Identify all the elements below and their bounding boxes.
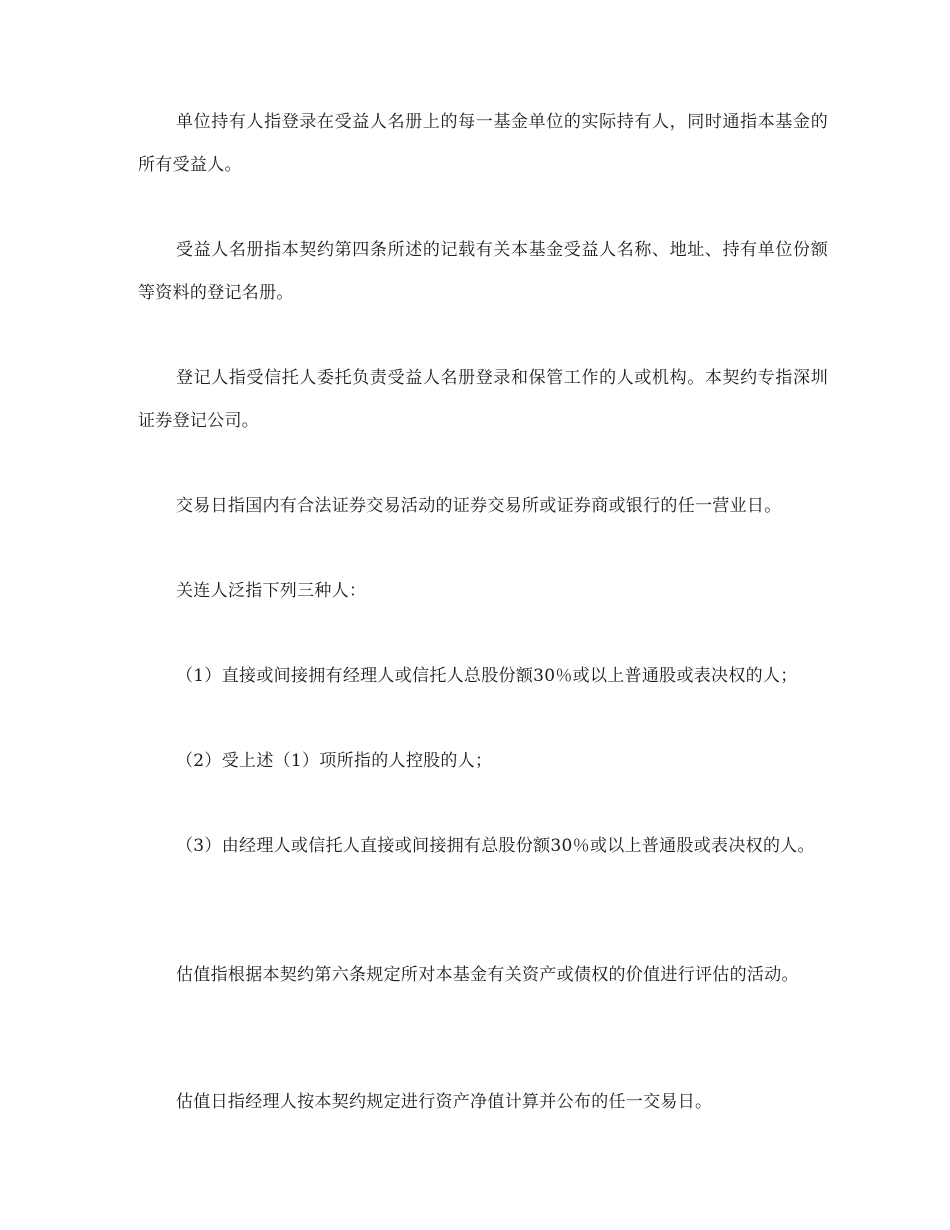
paragraph-connected-persons: 关连人泛指下列三种人： bbox=[176, 581, 367, 601]
paragraph-valuation-day: 估值日指经理人按本契约规定进行资产净值计算并公布的任一交易日。 bbox=[176, 1092, 713, 1112]
paragraph-unit-holder: 单位持有人指登录在受益人名册上的每一基金单位的实际持有人，同时通指本基金的所有受益人。 bbox=[138, 112, 828, 175]
paragraph-registrar: 登记人指受信托人委托负责受益人名册登录和保管工作的人或机构。本契约专指深圳证券登记公司。 bbox=[138, 368, 828, 431]
paragraph-valuation: 估值指根据本契约第六条规定所对本基金有关资产或债权的价值进行评估的活动。 bbox=[176, 965, 799, 985]
paragraph-item-3: （3）由经理人或信托人直接或间接拥有总股份额30％或以上普通股或表决权的人。 bbox=[176, 836, 815, 856]
paragraph-beneficiary-register: 受益人名册指本契约第四条所述的记载有关本基金受益人名称、地址、持有单位份额等资料的登记名册。 bbox=[138, 240, 828, 303]
paragraph-item-1: （1）直接或间接拥有经理人或信托人总股份额30％或以上普通股或表决权的人； bbox=[176, 666, 798, 686]
paragraph-item-2: （2）受上述（1）项所指的人控股的人； bbox=[176, 751, 493, 771]
paragraph-trading-day: 交易日指国内有合法证券交易活动的证券交易所或证券商或银行的任一营业日。 bbox=[176, 496, 782, 516]
